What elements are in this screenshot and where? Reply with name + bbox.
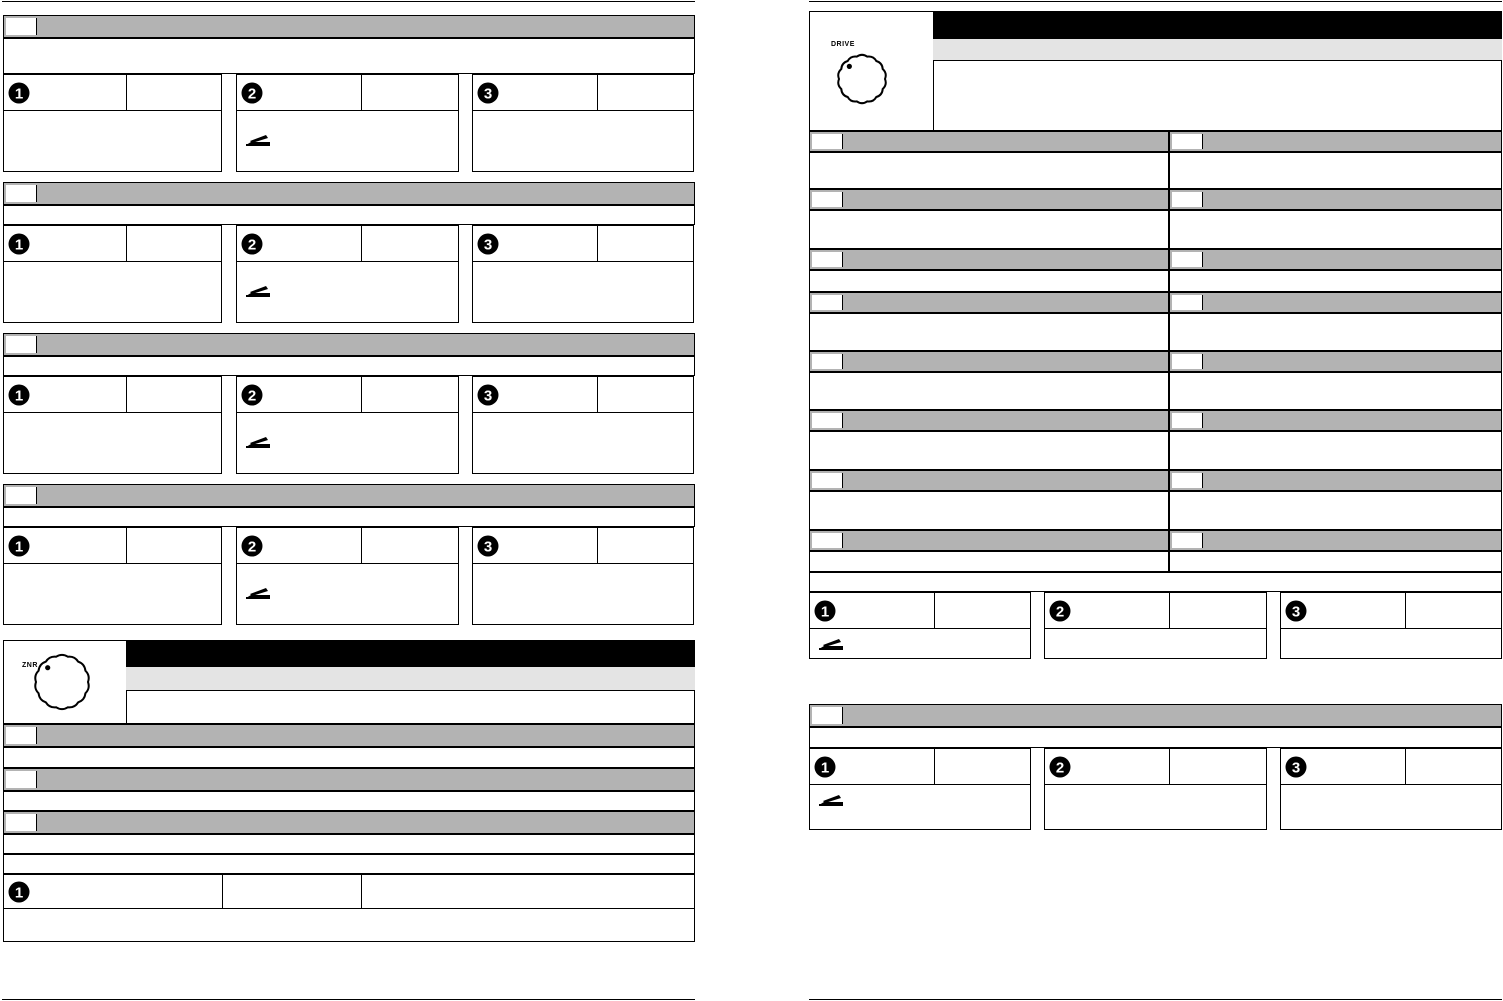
expression-pedal-icon — [818, 636, 844, 650]
parameter-header-split — [1405, 592, 1406, 628]
section-header-bar — [809, 249, 1169, 270]
section-header-bar — [3, 724, 695, 747]
expression-pedal-icon — [245, 585, 271, 599]
section-header-bar — [809, 351, 1169, 372]
parameter-number-label: 2 — [247, 538, 257, 556]
circled-number-3-icon — [477, 82, 499, 104]
expression-pedal-icon — [245, 283, 271, 297]
parameter-box-2 — [1044, 592, 1267, 659]
parameter-header-split — [597, 74, 598, 110]
section-header-bar — [3, 182, 695, 205]
parameter-box-2 — [1044, 748, 1267, 830]
circled-number-1-icon — [814, 756, 836, 778]
module-title-bar — [933, 12, 1502, 39]
parameter-cell — [809, 152, 1169, 189]
parameter-header-divider — [809, 784, 1031, 785]
parameter-header-split — [1405, 748, 1406, 784]
circled-number-1-icon — [8, 384, 30, 406]
parameter-number-label: 1 — [14, 236, 24, 254]
section-tag — [812, 192, 843, 207]
section-header-bar — [3, 811, 695, 834]
parameter-cell — [1169, 491, 1502, 530]
parameter-cell — [1169, 152, 1502, 189]
parameter-box-2 — [236, 376, 459, 474]
section-header-bar — [1169, 530, 1502, 551]
parameter-header-split — [597, 527, 598, 563]
section-tag — [812, 252, 843, 267]
description-box — [809, 572, 1502, 592]
parameter-header-divider — [472, 563, 694, 564]
parameter-header-divider — [3, 110, 222, 111]
parameter-cell — [809, 313, 1169, 351]
parameter-cell — [1169, 210, 1502, 249]
circled-number-3-icon — [477, 384, 499, 406]
parameter-number-label: 1 — [14, 387, 24, 405]
parameter-header-divider — [236, 261, 459, 262]
parameter-header-split — [126, 225, 127, 261]
parameter-header-split — [222, 874, 223, 908]
section-tag — [1172, 192, 1203, 207]
module-divider — [126, 690, 695, 691]
parameter-header-divider — [236, 563, 459, 564]
section-tag — [6, 727, 37, 744]
parameter-cell — [809, 431, 1169, 470]
parameter-header-divider — [1044, 784, 1267, 785]
parameter-number-label: 3 — [1291, 759, 1301, 777]
parameter-header-split — [1169, 592, 1170, 628]
parameter-header-split — [934, 592, 935, 628]
section-header-bar — [809, 470, 1169, 491]
description-box — [3, 834, 695, 854]
section-tag — [1172, 413, 1203, 428]
parameter-box-1 — [809, 748, 1031, 830]
circled-number-3-icon — [477, 535, 499, 557]
knob-label: DRIVE — [831, 41, 855, 48]
parameter-box-2 — [236, 225, 459, 323]
section-tag — [6, 185, 37, 202]
module-subtitle-bar — [933, 39, 1502, 61]
circled-number-3-icon — [477, 233, 499, 255]
circled-number-2-icon — [1049, 600, 1071, 622]
parameter-number-label: 3 — [483, 387, 493, 405]
section-header-bar — [1169, 189, 1502, 210]
parameter-number-label: 3 — [1291, 603, 1301, 621]
circled-number-3-icon — [1285, 600, 1307, 622]
knob-label: ZNR — [22, 662, 38, 669]
parameter-number-label: 3 — [483, 85, 493, 103]
parameter-header-divider — [3, 261, 222, 262]
parameter-cell — [1169, 551, 1502, 572]
description-box — [3, 507, 695, 527]
parameter-number-label: 1 — [820, 759, 830, 777]
section-header-bar — [809, 292, 1169, 313]
description-box — [3, 791, 695, 811]
parameter-number-label: 2 — [1055, 759, 1065, 777]
parameter-number-label: 2 — [247, 387, 257, 405]
section-tag — [812, 134, 843, 149]
section-tag — [812, 295, 843, 310]
parameter-header-split — [361, 376, 362, 412]
parameter-number-label: 1 — [14, 85, 24, 103]
section-header-bar — [809, 530, 1169, 551]
parameter-box-1 — [3, 376, 222, 474]
parameter-header-split — [126, 74, 127, 110]
parameter-number-label: 2 — [247, 85, 257, 103]
page-bottom-rule — [2, 999, 695, 1000]
description-box — [3, 38, 695, 74]
parameter-cell — [1169, 270, 1502, 292]
parameter-box-1 — [3, 527, 222, 625]
parameter-box-3 — [472, 74, 694, 172]
section-tag — [812, 354, 843, 369]
section-tag — [812, 473, 843, 488]
circled-number-2-icon — [241, 535, 263, 557]
parameter-header-divider — [3, 908, 695, 909]
circled-number-1-icon — [8, 233, 30, 255]
parameter-number-label: 1 — [820, 603, 830, 621]
section-tag — [1172, 533, 1203, 548]
circled-number-1-icon — [8, 881, 30, 903]
parameter-header-divider — [472, 110, 694, 111]
section-header-bar — [1169, 131, 1502, 152]
page-bottom-rule — [809, 999, 1502, 1000]
parameter-box-3 — [1280, 748, 1502, 830]
parameter-number-label: 1 — [14, 538, 24, 556]
section-header-bar — [3, 333, 695, 356]
description-box — [3, 854, 695, 874]
parameter-number-label: 3 — [483, 236, 493, 254]
parameter-box-3 — [472, 225, 694, 323]
parameter-number-label: 2 — [247, 236, 257, 254]
section-header-bar — [1169, 410, 1502, 431]
description-box — [3, 205, 695, 225]
section-tag — [1172, 354, 1203, 369]
section-header-bar — [1169, 249, 1502, 270]
section-header-bar — [1169, 351, 1502, 372]
parameter-header-split — [934, 748, 935, 784]
parameter-header-split — [1169, 748, 1170, 784]
circled-number-1-icon — [8, 82, 30, 104]
section-header-bar — [1169, 292, 1502, 313]
section-header-bar — [809, 704, 1502, 727]
parameter-header-split — [361, 225, 362, 261]
parameter-box-3 — [1280, 592, 1502, 659]
parameter-header-divider — [1280, 784, 1502, 785]
parameter-header-divider — [3, 412, 222, 413]
parameter-header-split — [597, 225, 598, 261]
parameter-header-divider — [1280, 628, 1502, 629]
parameter-cell — [809, 551, 1169, 572]
parameter-cell — [809, 270, 1169, 292]
parameter-header-divider — [236, 110, 459, 111]
module-subtitle-bar — [126, 667, 695, 691]
parameter-box-1 — [3, 225, 222, 323]
circled-number-2-icon — [241, 82, 263, 104]
knob-pointer-dot — [45, 665, 50, 670]
parameter-box-1 — [3, 74, 222, 172]
parameter-box-3 — [472, 527, 694, 625]
section-tag — [6, 771, 37, 788]
page-top-rule — [2, 1, 695, 2]
rotary-knob-icon — [835, 52, 889, 106]
circled-number-2-icon — [1049, 756, 1071, 778]
section-tag — [812, 533, 843, 548]
parameter-header-split — [361, 527, 362, 563]
description-box — [3, 356, 695, 376]
parameter-header-divider — [1044, 628, 1267, 629]
expression-pedal-icon — [245, 434, 271, 448]
parameter-header-divider — [472, 412, 694, 413]
parameter-header-divider — [472, 261, 694, 262]
parameter-number-label: 1 — [14, 884, 24, 902]
rotary-knob-icon — [32, 652, 92, 712]
section-header-bar — [809, 189, 1169, 210]
parameter-box-2 — [236, 527, 459, 625]
section-tag — [6, 487, 37, 504]
page-top-rule — [809, 1, 1502, 2]
parameter-header-split — [361, 874, 362, 908]
circled-number-2-icon — [241, 384, 263, 406]
section-header-bar — [809, 131, 1169, 152]
parameter-number-label: 3 — [483, 538, 493, 556]
parameter-cell — [809, 491, 1169, 530]
parameter-cell — [1169, 372, 1502, 410]
parameter-header-split — [597, 376, 598, 412]
section-tag — [812, 413, 843, 428]
parameter-header-split — [126, 376, 127, 412]
section-tag — [6, 336, 37, 353]
parameter-header-split — [361, 74, 362, 110]
section-tag — [1172, 134, 1203, 149]
section-tag — [6, 814, 37, 831]
parameter-box-2 — [236, 74, 459, 172]
description-box — [809, 727, 1502, 748]
knob-pointer-dot — [847, 64, 852, 69]
expression-pedal-icon — [818, 792, 844, 806]
section-tag — [1172, 473, 1203, 488]
circled-number-3-icon — [1285, 756, 1307, 778]
parameter-header-divider — [236, 412, 459, 413]
section-tag — [1172, 295, 1203, 310]
description-box — [3, 747, 695, 768]
module-title-bar — [126, 641, 695, 667]
section-tag — [6, 18, 37, 35]
section-header-bar — [809, 410, 1169, 431]
circled-number-1-icon — [8, 535, 30, 557]
section-header-bar — [1169, 470, 1502, 491]
parameter-header-split — [126, 527, 127, 563]
parameter-number-label: 2 — [1055, 603, 1065, 621]
section-header-bar — [3, 15, 695, 38]
circled-number-2-icon — [241, 233, 263, 255]
circled-number-1-icon — [814, 600, 836, 622]
section-tag — [1172, 252, 1203, 267]
parameter-box-3 — [472, 376, 694, 474]
parameter-cell — [809, 372, 1169, 410]
parameter-cell — [809, 210, 1169, 249]
parameter-header-divider — [809, 628, 1031, 629]
parameter-cell — [1169, 313, 1502, 351]
section-header-bar — [3, 484, 695, 507]
section-tag — [812, 707, 843, 724]
expression-pedal-icon — [245, 132, 271, 146]
parameter-header-divider — [3, 563, 222, 564]
parameter-cell — [1169, 431, 1502, 470]
section-header-bar — [3, 768, 695, 791]
